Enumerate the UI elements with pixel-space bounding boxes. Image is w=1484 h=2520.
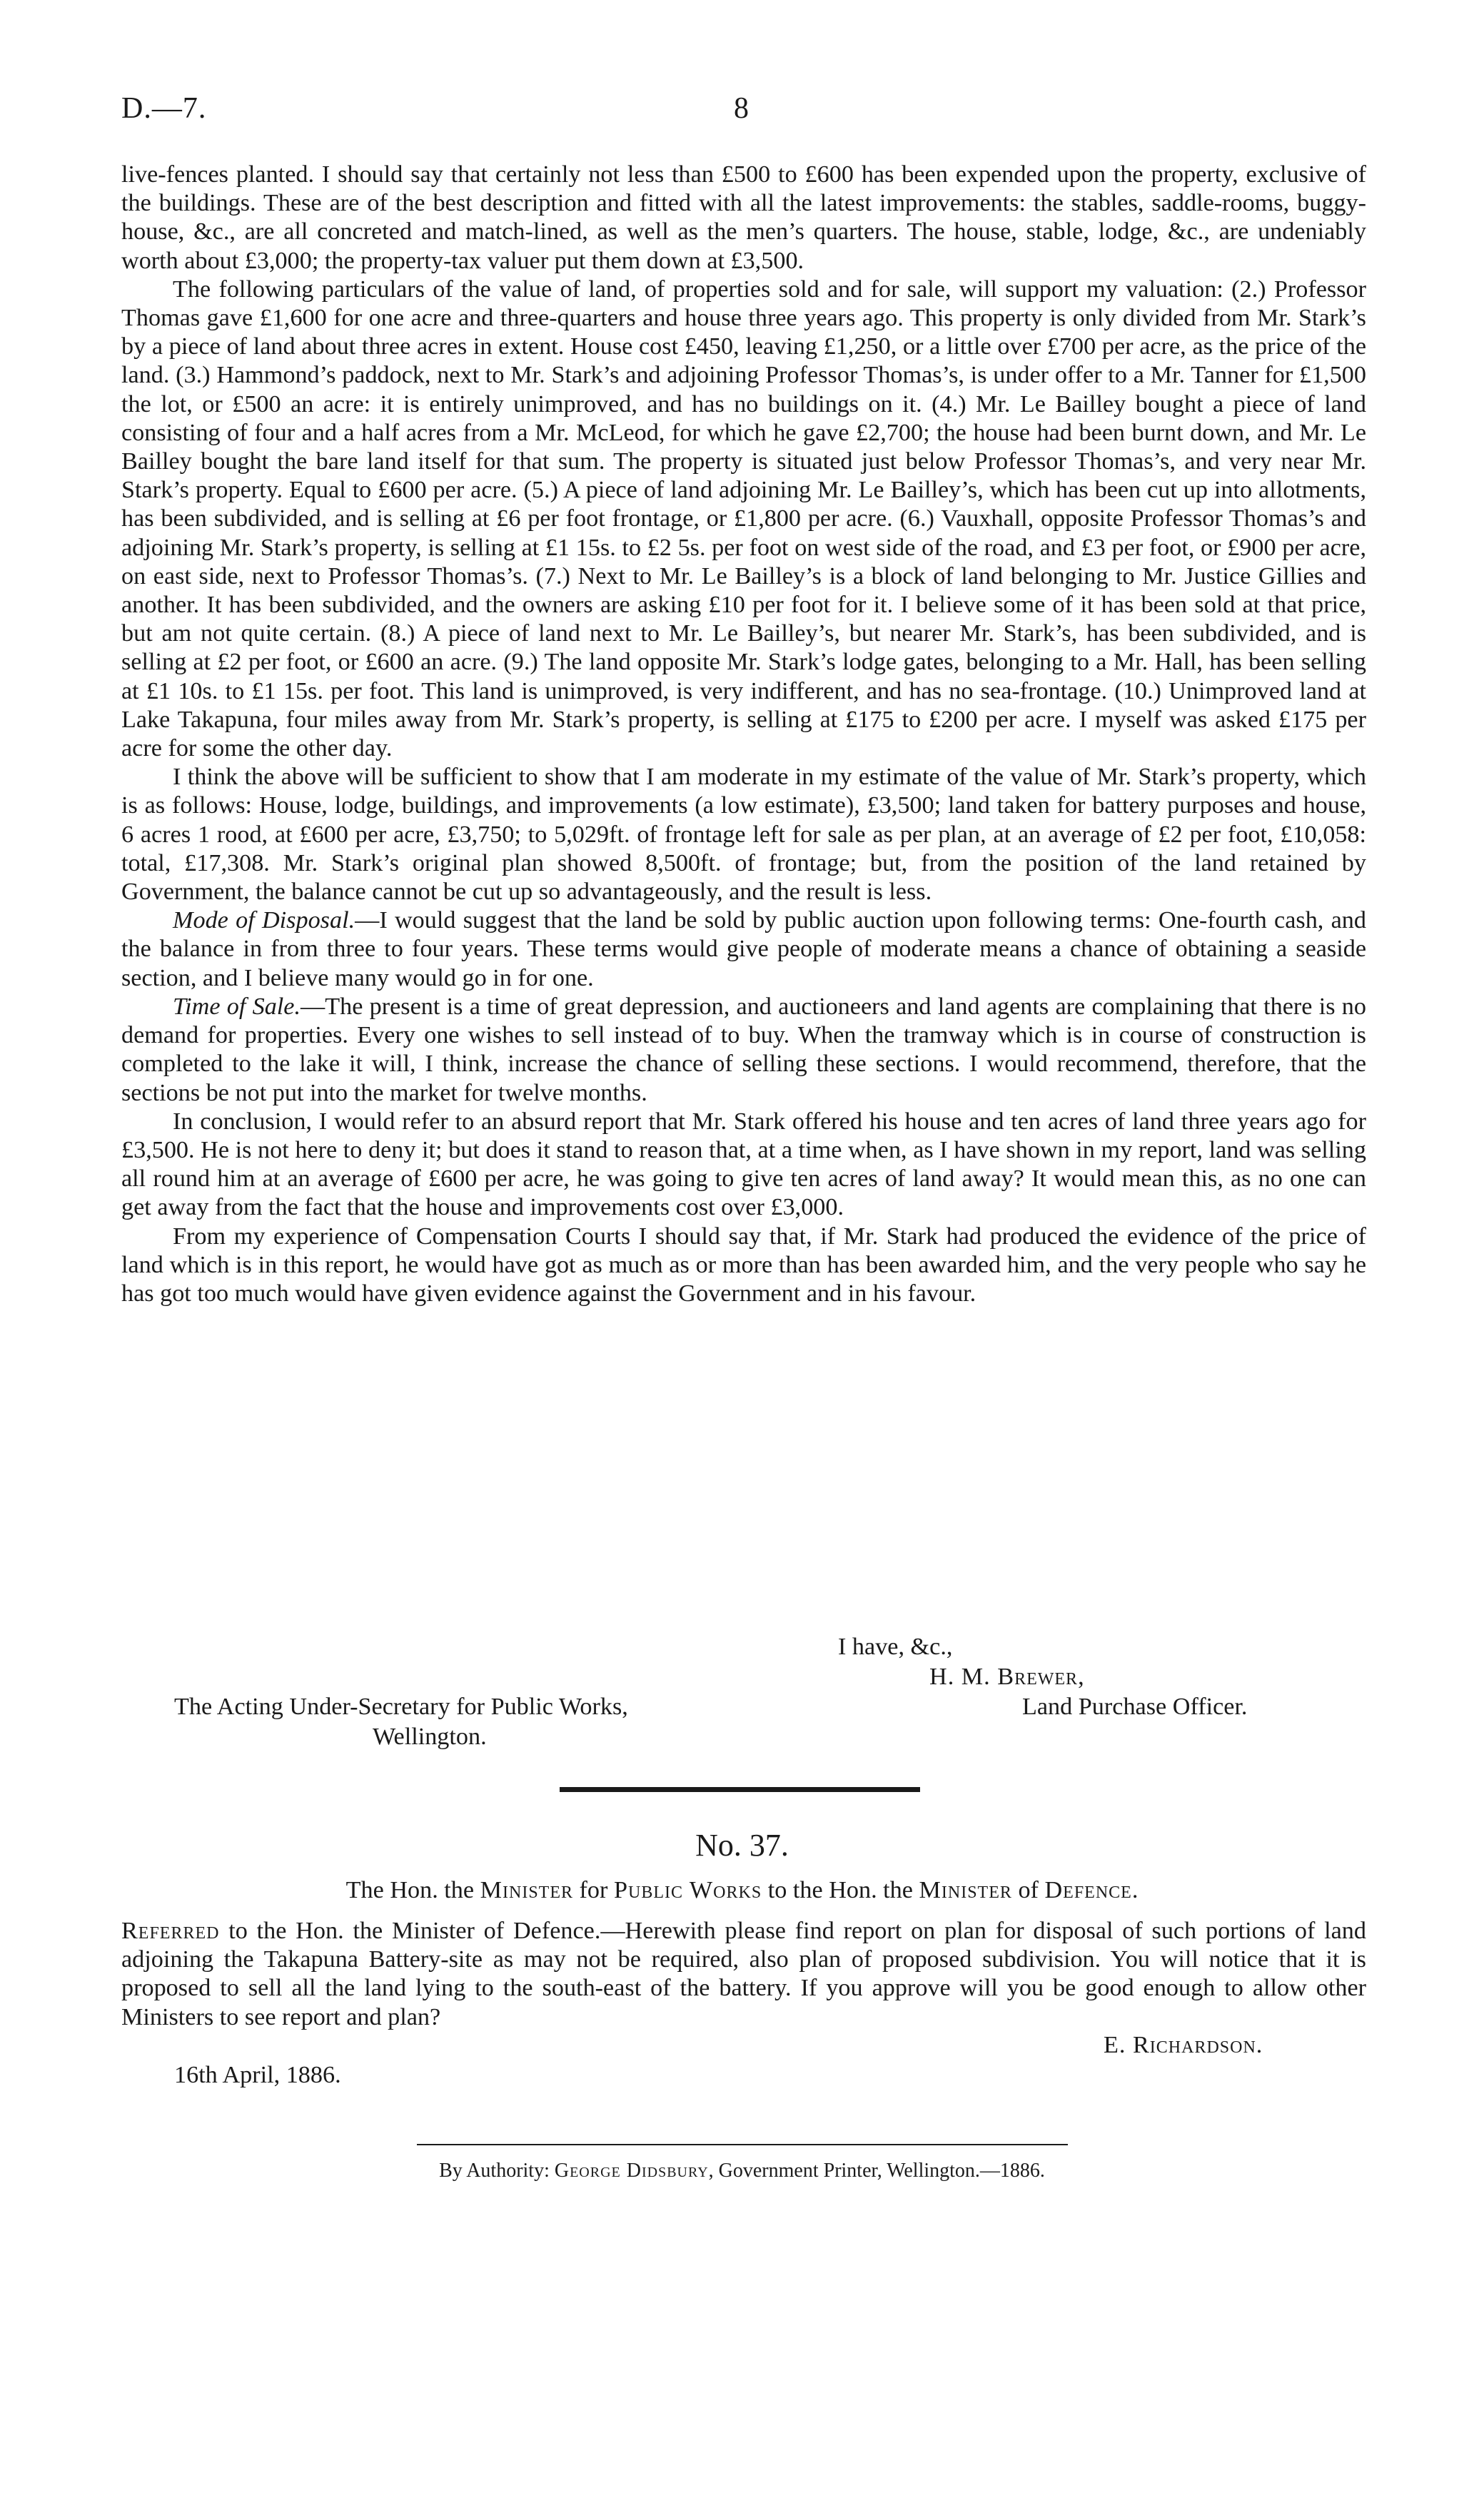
mode-of-disposal-label: Mode of Disposal. xyxy=(173,907,355,934)
minute-body xyxy=(121,1917,1366,2032)
page-number: 8 xyxy=(734,92,749,125)
report-paragraph-3: I think the above will be sufficient to show that I am moderate in my estimate of the value of Mr. Stark’s property, which is as follows: House, lodge, buildings, and improvements (a low estimate), £3,500; land taken for battery purposes and house, 6 acres 1 rood, at £600 per acre, £3,750; to 5,029ft. of frontage left for sale as per plan, at an average of £2 per foot, £10,058: total, £17,308. Mr. Stark’s original plan showed 8,500ft. of frontage; but, from the position of the land retained by Government, the balance cannot be cut up so advantageously, and the result is less. xyxy=(121,764,1366,906)
mode-of-disposal-text: —I would suggest that the land be sold by public auction upon following terms: One-fourth cash, and the balance in from three to four years. These terms would give people of moderate means a chance of obtaining a seaside section, and I believe many would go in for one. xyxy=(121,907,1366,991)
addressee: The Acting Under-Secretary for Public Works, xyxy=(174,1694,628,1720)
time-of-sale-text: —The present is a time of great depression, and auctioneers and land agents are complaining that there is no demand for properties. Every one wishes to sell instead of to buy. When the tramway which is in course of construction is completed to the lake it will, I think, increase the chance of selling these sections. I would recommend, therefore, that the sections be not put into the market for twelve months. xyxy=(121,993,1366,1106)
report-body xyxy=(121,161,1366,1308)
signatory-title: Land Purchase Officer. xyxy=(1022,1694,1248,1720)
printer-imprint: By Authority: George Didsbury, Government Printer, Wellington.—1886. xyxy=(439,2160,1045,2182)
conclusion-paragraph: In conclusion, I would refer to an absurd report that Mr. Stark offered his house and ten acres of land three years ago for £3,500. He is not here to deny it; but does it stand to reason that, at a time when, as I have shown in my report, land was selling all round him at an average of £600 per acre, he was going to give ten acres of land away? It would mean this, as no one can get away from the fact that the house and improvements cost over £3,000. xyxy=(121,1108,1366,1221)
report-paragraph-2: The following particulars of the value of land, of properties sold and for sale, will support my valuation: (2.) Professor Thomas gave £1,600 for one acre and three-quarters and house three years ago. This property is only divided from Mr. Stark’s by a piece of land about three acres in extent. House cost £450, leaving £1,250, or a little over £700 per acre, as the price of the land. (3.) Hammond’s paddock, next to Mr. Stark’s and adjoining Professor Thomas’s, is under offer to a Mr. Tanner for £1,500 the lot, or £500 an acre: it is entirely unimproved, and has no buildings on it. (4.) Mr. Le Bailley bought a piece of land consisting of four and a half acres from a Mr. McLeod, for which he gave £2,700; the house had been burnt down, and Mr. Le Bailley bought the bare land itself for that sum. The property is situated just below Professor Thomas’s, and very near Mr. Stark’s property. Equal to £600 per acre. (5.) A piece of land adjoining Mr. Le Bailley’s, which has been cut up into allotments, has been subdivided, and is selling at £6 per foot frontage, or £1,800 per acre. (6.) Vauxhall, opposite Professor Thomas’s and adjoining Mr. Stark’s property, is selling at £1 15s. to £2 5s. per foot on west side of the road, and £3 per foot, or £900 per acre, on east side, next to Professor Thomas’s. (7.) Next to Mr. Le Bailley’s is a block of land belonging to Mr. Justice Gillies and another. It has been subdivided, and the owners are asking £10 per foot for it. I believe some of it has been sold at that price, but am not quite certain. (8.) A piece of land next to Mr. Le Bailley’s, but nearer Mr. Stark’s, has been subdivided, and is selling at £2 per foot, or £600 an acre. (9.) The land opposite Mr. Stark’s lodge gates, belonging to a Mr. Hall, has been selling at £1 10s. to £1 15s. per foot. This land is unimproved, is very indifferent, and has no sea-frontage. (10.) Unimproved land at Lake Takapuna, four miles away from Mr. Stark’s property, is selling at £175 to £200 per acre. I myself was asked £175 per acre for some the other day. xyxy=(121,275,1366,762)
time-of-sale-paragraph xyxy=(121,993,1366,1108)
minute-signatory: E. Richardson. xyxy=(1104,2032,1263,2058)
document-reference: D.—7. xyxy=(121,92,207,125)
report-paragraph-1: live-fences planted. I should say that certainly not less than £500 to £600 has been expended upon the property, exclusive of the buildings. These are of the best description and fitted with all the latest improvements: the stables, saddle-rooms, buggy-house, &c., are all concreted and match-lined, as well as the men’s quarters. The house, stable, lodge, &c., are undeniably worth about £3,000; the property-tax valuer put them down at £3,500. xyxy=(121,161,1366,274)
closing-salutation: I have, &c., xyxy=(838,1634,953,1660)
report-signatory: H. M. Brewer, xyxy=(929,1664,1085,1690)
minute-text: to the Hon. the Minister of Defence.—Herewith please find report on plan for disposal of such portions of land adjoining the Takapuna Battery-site as may not be required, also plan of proposed subdivision. You will notice that it is proposed to sell all the land lying to the south-east of the battery. If you approve will you be good enough to allow other Ministers to see report and plan? xyxy=(121,1918,1366,2030)
minute-paragraph xyxy=(121,1917,1366,2032)
section-divider xyxy=(560,1787,920,1792)
minute-date: 16th April, 1886. xyxy=(174,2062,341,2088)
minute-number: No. 37. xyxy=(695,1828,789,1863)
referred-label: Referred xyxy=(121,1918,220,1944)
time-of-sale-label: Time of Sale. xyxy=(173,993,301,1020)
experience-paragraph: From my experience of Compensation Courts I should say that, if Mr. Stark had produced the evidence of the price of land which is in this report, he would have got as much as or more than has been awarded him, and the very people who say he has got too much would have given evidence against the Government and in his favour. xyxy=(121,1223,1366,1307)
footer-divider xyxy=(417,2144,1068,2145)
mode-of-disposal-paragraph xyxy=(121,906,1366,993)
minute-title: The Hon. the Minister for Public Works to the Hon. the Minister of Defence. xyxy=(345,1877,1139,1903)
addressee-place: Wellington. xyxy=(373,1724,487,1750)
